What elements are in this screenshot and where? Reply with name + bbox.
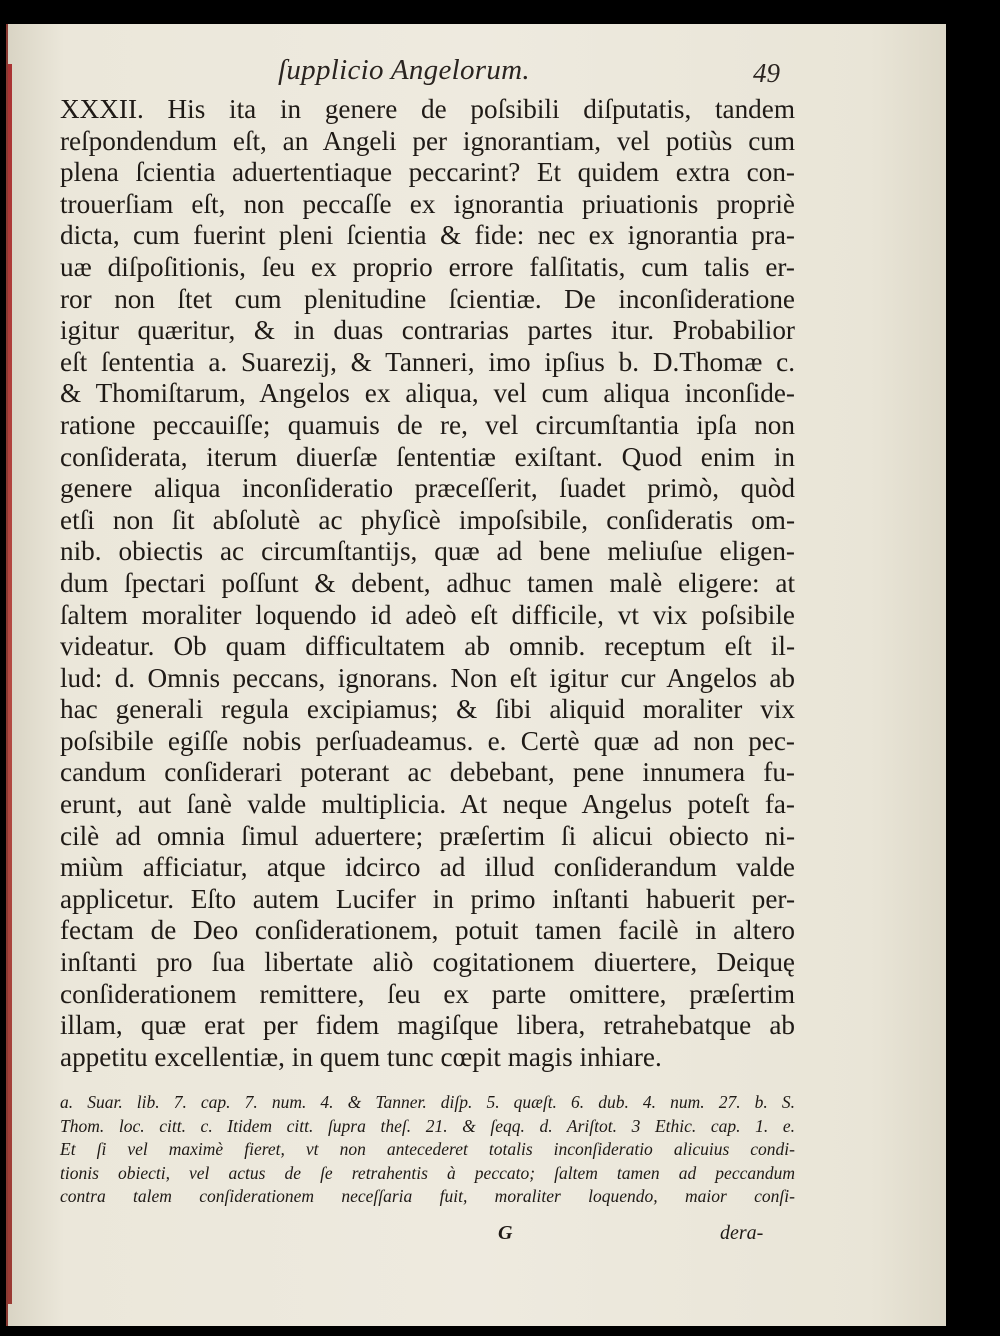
- text-line: hac generali regula excipiamus; & ſibi aliquid moraliter vix: [60, 694, 795, 725]
- text-line: igitur quæritur, & in duas contrarias partes itur. Probabilior: [60, 315, 795, 346]
- running-head: ſupplicio Angelorum.: [278, 54, 530, 86]
- page-edge-red-stain: [8, 64, 12, 1304]
- footnote-line: contra talem conſiderationem neceſſaria fuit, moraliter loquendo, maior conſi-: [60, 1186, 795, 1206]
- text-line: trouerſiam eſt, non peccaſſe ex ignorantia priuationis propriè: [60, 188, 795, 219]
- text-line: genere aliqua inconſideratio præceſſerit, ſuadet primò, quòd: [60, 473, 795, 504]
- text-line: ſaltem moraliter loquendo id adeò eſt difficile, vt vix poſsibile: [60, 599, 795, 630]
- text-line: videatur. Ob quam difficultatem ab omnib. receptum eſt il-: [60, 631, 795, 662]
- text-line: nib. obiectis ac circumſtantijs, quæ ad bene meliuſue eligen-: [60, 536, 795, 567]
- text-line: poſsibile egiſſe nobis perſuadeamus. e. Certè quæ ad non pec-: [60, 725, 795, 756]
- text-line: illam, quæ erat per fidem magiſque libera, retrahebatque ab: [60, 1010, 795, 1041]
- catchword: dera-: [720, 1222, 764, 1244]
- text-line: cilè ad omnia ſimul aduertere; præſertim ſi alicui obiecto ni-: [60, 820, 795, 851]
- footnote-line: Et ſi vel maximè fieret, vt non antecederet totalis inconſideratio alicuius condi-: [60, 1139, 795, 1159]
- text-line: dicta, cum fuerint pleni ſcientia & fide: nec ex ignorantia pra-: [60, 220, 795, 251]
- text-line: miùm afficiatur, atque idcirco ad illud conſiderandum valde: [60, 852, 795, 883]
- text-line: ror non ſtet cum plenitudine ſcientiæ. De inconſideratione: [60, 283, 795, 314]
- text-line: uæ diſpoſitionis, ſeu ex proprio errore falſitatis, cum talis er-: [60, 251, 795, 282]
- text-line: ratione peccauiſſe; quamuis de re, vel circumſtantia ipſa non: [60, 409, 795, 440]
- text-line: candum conſiderari poterant ac debebant, pene innumera fu-: [60, 757, 795, 788]
- text-line: conſiderationem remittere, ſeu ex parte omittere, præſertim: [60, 978, 795, 1009]
- signature-mark: G: [498, 1222, 513, 1244]
- text-line: appetitu excellentiæ, in quem tunc cœpit magis inhiare.: [60, 1041, 662, 1072]
- text-line: etſi non ſit abſolutè ac phyſicè impoſsibile, conſideratis om-: [60, 504, 795, 535]
- text-line: fectam de Deo conſiderationem, potuit tamen facilè in altero: [60, 915, 795, 946]
- marginal-notes-block: [60, 1091, 795, 1209]
- text-line: reſpondendum eſt, an Angeli per ignorantiam, vel potiùs cum: [60, 125, 795, 156]
- text-line: applicetur. Eſto autem Lucifer in primo inſtanti habuerit per-: [60, 883, 795, 914]
- text-line: plena ſcientia aduertentiaque peccarint? Et quidem extra con-: [60, 157, 795, 188]
- text-line: lud: d. Omnis peccans, ignorans. Non eſt igitur cur Angelos ab: [60, 662, 795, 693]
- footnote-line: tionis obiecti, vel actus de ſe retrahentis à peccato; ſaltem tamen ad peccandum: [60, 1162, 795, 1183]
- main-text-block: [60, 94, 795, 1073]
- text-line: XXXII. His ita in genere de poſsibili diſputatis, tandem: [60, 94, 795, 124]
- book-page: [6, 24, 946, 1326]
- text-line: conſiderata, iterum diuerſæ ſententiæ exiſtant. Quod enim in: [60, 441, 795, 472]
- text-line: & Thomiſtarum, Angelos ex aliqua, vel cum aliqua inconſide-: [60, 378, 795, 409]
- page-number: 49: [753, 58, 780, 88]
- text-line: inſtanti pro ſua libertate aliò cogitationem diuertere, Deiquę: [60, 947, 795, 978]
- footnote-line: a. Suar. lib. 7. cap. 7. num. 4. & Tanner. diſp. 5. quæſt. 6. dub. 4. num. 27. b. S.: [60, 1092, 795, 1112]
- text-line: dum ſpectari poſſunt & debent, adhuc tamen malè eligere: at: [60, 567, 795, 598]
- text-line: eſt ſententia a. Suarezij, & Tanneri, imo ipſius b. D.Thomæ c.: [60, 346, 795, 377]
- footnote-line: Thom. loc. citt. c. Itidem citt. ſupra theſ. 21. & ſeqq. d. Ariſtot. 3 Ethic. cap. 1. e.: [60, 1115, 795, 1136]
- text-line: erunt, aut ſanè valde multiplicia. At neque Angelus poteſt fa-: [60, 789, 795, 820]
